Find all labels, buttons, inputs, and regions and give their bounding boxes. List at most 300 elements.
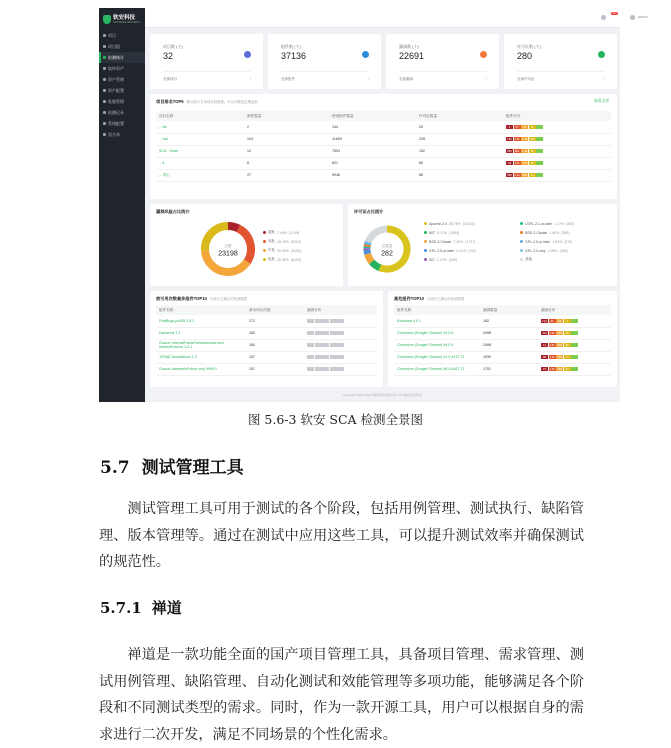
table-row	[394, 351, 611, 363]
legend-swatch	[263, 240, 266, 243]
stat-value: 37136	[281, 51, 306, 61]
legend-swatch	[424, 240, 427, 243]
severity-tag: 7	[564, 319, 571, 324]
dist-cell	[304, 339, 377, 351]
severity-tag: 1.1k	[514, 173, 521, 178]
dist-cell	[304, 351, 377, 363]
chevron-right-icon[interactable]: ›	[486, 77, 487, 81]
component-version: 1.3	[192, 355, 197, 359]
legend-percent: 55.78%	[449, 222, 461, 226]
cell: 1930	[480, 351, 538, 363]
severity-tag: 686	[556, 355, 563, 360]
legend-percent: 7.22%	[453, 240, 463, 244]
project-name[interactable]: …ttd	[156, 121, 244, 133]
severity-tag: 550	[556, 367, 563, 372]
sidebar-item[interactable]	[99, 85, 145, 96]
donut-center-value: 23198	[218, 250, 238, 257]
brand-sub: SOFTSAFE SECURITY	[113, 21, 141, 24]
stat-card	[386, 34, 499, 89]
severity-tag	[307, 331, 314, 336]
user-avatar[interactable]	[630, 15, 635, 20]
legend-swatch	[424, 222, 427, 225]
nav-icon	[103, 122, 106, 125]
stat-link[interactable]: 全部项目	[163, 77, 177, 82]
component-label: Ecshuma	[397, 319, 413, 323]
legend-count: (282)	[566, 222, 574, 226]
component-version: 91.0.4472.79	[443, 355, 464, 359]
license-icon	[598, 51, 605, 58]
legend-item[interactable]	[424, 228, 476, 237]
column-header[interactable]: 组件名称	[156, 305, 246, 315]
dist-cell	[304, 327, 377, 339]
severity-tag: 98	[541, 355, 548, 360]
severity-tag: 97	[541, 367, 548, 372]
column-header[interactable]: 项目名称	[156, 111, 244, 121]
severity-tag	[571, 319, 578, 324]
severity-tag	[337, 355, 344, 360]
legend-swatch	[424, 258, 427, 261]
component-name[interactable]	[156, 351, 246, 363]
dist-cell	[538, 339, 611, 351]
stat-label: 项目数 (个)	[163, 44, 183, 50]
legend-item[interactable]	[424, 246, 476, 255]
sidebar-item-label: 项目组	[108, 44, 120, 50]
sidebar-item[interactable]	[99, 74, 145, 85]
legend-count: (6219)	[291, 240, 301, 244]
footer: Copyright 2020-2024 青藤网络 版权所有 ICP 备案 软安科技	[145, 393, 620, 397]
cell: 86	[416, 157, 503, 169]
cell: 25	[416, 121, 503, 133]
legend-count: (751)	[468, 249, 476, 253]
sidebar-item[interactable]	[99, 107, 145, 118]
severity-tag	[330, 319, 337, 324]
severity-tag: 41	[529, 173, 536, 178]
legend-name: LGPL-2.1-or-later	[525, 222, 552, 226]
donut-center-label: 总数	[225, 243, 232, 248]
table-row	[156, 327, 377, 339]
severity-tag: 33	[521, 125, 528, 130]
topbar	[145, 8, 620, 28]
severity-tag	[322, 319, 329, 324]
legend-count: (1737)	[465, 240, 475, 244]
project-name[interactable]: …青山	[156, 169, 244, 181]
stat-label: 漏洞数 (个)	[399, 44, 419, 50]
column-header[interactable]: 使用组件数量	[329, 111, 416, 121]
risk-components-card	[388, 291, 617, 387]
license-chart-card	[348, 204, 617, 286]
legend-column	[263, 228, 301, 264]
legend-percent: 8.12%	[437, 231, 447, 235]
legend-swatch	[520, 231, 523, 234]
severity-tag: 27	[514, 125, 521, 130]
legend-item[interactable]	[520, 255, 574, 264]
component-name[interactable]	[394, 327, 480, 339]
donut-slice[interactable]	[380, 229, 407, 269]
severity-tag	[337, 331, 344, 336]
component-name[interactable]	[156, 315, 246, 327]
cell: 9946	[329, 169, 416, 181]
donut-slice[interactable]	[228, 226, 238, 229]
table-row	[156, 145, 611, 157]
legend-percent: 1.17%	[554, 222, 564, 226]
stat-value: 32	[163, 51, 173, 61]
legend-percent: 26.36%	[277, 258, 289, 262]
legend-swatch	[424, 231, 427, 234]
donut-center-value: 282	[381, 250, 393, 257]
table-row	[156, 133, 611, 145]
severity-tag	[571, 367, 578, 372]
donut-slice[interactable]	[372, 262, 380, 268]
sca-screenshot	[99, 8, 620, 402]
legend-swatch	[520, 240, 523, 243]
figure-caption: 图 5.6-3 软安 SCA 检测全景图	[0, 410, 671, 428]
risk-chart-title: 漏洞风险占比统计	[156, 209, 190, 215]
folder-icon	[244, 51, 251, 58]
table-row	[156, 351, 377, 363]
legend-name: 低危	[268, 257, 275, 262]
score-cell	[503, 157, 611, 169]
shield-logo-icon	[103, 15, 111, 24]
severity-tag: 791	[506, 137, 513, 142]
risk-donut-chart	[198, 219, 258, 279]
nav-icon	[103, 133, 106, 136]
table-row	[394, 315, 611, 327]
stat-label: 许可证数 (个)	[517, 44, 541, 50]
component-version: 4.0.1	[413, 319, 421, 323]
component-version: 9999.0	[206, 367, 217, 371]
cell: 2	[244, 121, 329, 133]
severity-tag: 124	[541, 319, 548, 324]
legend-count: (260)	[560, 249, 568, 253]
severity-tag	[330, 367, 337, 372]
sidebar-item-label: 系统配置	[108, 121, 124, 127]
component-label: Chromium (Google Chrome)	[397, 355, 443, 359]
severity-tag	[337, 367, 344, 372]
severity-tag: 31	[549, 319, 556, 324]
sidebar-item[interactable]	[99, 96, 145, 107]
divider	[517, 71, 605, 72]
column-header[interactable]: 被本项目次数	[246, 305, 304, 315]
legend-item[interactable]	[263, 237, 301, 246]
cell: 12	[244, 145, 329, 157]
severity-tag	[571, 331, 578, 336]
score-cell	[503, 145, 611, 157]
nav-icon	[103, 100, 106, 103]
severity-tag: 96	[564, 331, 571, 336]
sidebar-nav	[99, 30, 145, 140]
score-cell	[503, 121, 611, 133]
column-header[interactable]: 源件数量	[244, 111, 329, 121]
cell: 152	[416, 145, 503, 157]
cell: 160	[246, 339, 304, 351]
severity-tag: 1.1k	[521, 149, 528, 154]
severity-tag: 881	[514, 149, 521, 154]
divider	[281, 71, 369, 72]
notification-badge: new	[611, 12, 618, 15]
legend-column	[520, 219, 574, 264]
severity-tag: 112	[541, 331, 548, 336]
legend-item[interactable]	[263, 228, 301, 237]
column-header[interactable]: 漏洞分布	[304, 305, 377, 315]
sidebar-item[interactable]	[99, 129, 145, 140]
severity-tag	[536, 137, 543, 142]
cell: 2498	[480, 327, 538, 339]
severity-tag: 1.1k	[549, 355, 556, 360]
component-label: Chromium (Google Chrome)	[397, 331, 443, 335]
column-header[interactable]: 组件评分	[503, 111, 611, 121]
legend-item[interactable]	[520, 219, 574, 228]
severity-tag	[571, 355, 578, 360]
cell: 157	[246, 363, 304, 375]
cell: 11659	[329, 133, 416, 145]
sidebar-item-label: 检测记录	[108, 110, 124, 116]
severity-tag	[337, 319, 344, 324]
stat-card	[268, 34, 381, 89]
stat-link[interactable]: 全部许可证	[517, 77, 535, 82]
severity-tag: 944	[529, 137, 536, 142]
sidebar-item[interactable]	[99, 41, 145, 52]
severity-tag: 1.3k	[549, 343, 556, 348]
donut-center-label: 总数量	[382, 243, 393, 248]
severity-tag: 44	[506, 161, 513, 166]
component-version: 1.0.1	[184, 345, 192, 349]
sidebar-item-label: 项目	[108, 33, 116, 39]
legend-swatch	[424, 249, 427, 252]
user-name[interactable]: admin	[638, 15, 648, 19]
sidebar-item-label: 软件资产	[108, 66, 124, 72]
legend-item[interactable]	[520, 246, 574, 255]
donut-slice[interactable]	[238, 229, 251, 262]
table-row	[394, 327, 611, 339]
severity-tag	[536, 173, 543, 178]
component-version: 88.0.4467.72	[443, 367, 464, 371]
severity-tag	[315, 331, 322, 336]
severity-tag: 178	[521, 161, 528, 166]
legend-name: 其他	[525, 257, 532, 262]
legend-name: 超危	[268, 230, 275, 235]
donut-slice[interactable]	[367, 250, 368, 254]
legend-swatch	[520, 249, 523, 252]
chevron-right-icon[interactable]: ›	[368, 77, 369, 81]
component-version: 3.0.2	[186, 319, 194, 323]
top-components-table	[156, 305, 377, 376]
severity-tag: 4	[506, 125, 513, 130]
sidebar	[99, 8, 145, 402]
table-row	[156, 121, 611, 133]
severity-tag	[315, 367, 322, 372]
legend-name: BSD-2-Clause	[525, 231, 547, 235]
sidebar-item[interactable]	[99, 52, 145, 63]
severity-tag: 28	[556, 319, 563, 324]
legend-item[interactable]	[263, 246, 301, 255]
view-all-link[interactable]: 查看全部	[594, 99, 609, 104]
dist-cell	[538, 315, 611, 327]
nav-icon	[103, 89, 106, 92]
severity-tag: 966	[521, 173, 528, 178]
top-projects-table	[156, 111, 611, 182]
legend-item[interactable]	[263, 255, 301, 264]
notification-icon[interactable]	[601, 15, 606, 20]
component-name[interactable]	[156, 363, 246, 375]
sidebar-item-label: 资产管理	[108, 77, 124, 83]
column-header[interactable]: 漏洞数量	[480, 305, 538, 315]
legend-percent: 1.60%	[549, 231, 559, 235]
legend-count: (330)	[449, 258, 457, 262]
sidebar-item[interactable]	[99, 30, 145, 41]
severity-tag: 1.0k	[549, 367, 556, 372]
divider	[163, 71, 251, 72]
severity-tag	[315, 319, 322, 324]
sidebar-item-label: 检测统计	[108, 55, 124, 61]
donut-slice[interactable]	[368, 254, 372, 262]
column-header[interactable]: 组件名称	[394, 305, 480, 315]
cell: 821	[329, 157, 416, 169]
legend-percent: 3.12%	[456, 249, 466, 253]
sidebar-item-label: 黑名单	[108, 132, 120, 138]
severity-tag	[322, 367, 329, 372]
legend-item[interactable]	[424, 237, 476, 246]
severity-tag	[536, 149, 543, 154]
cell: 182	[480, 315, 538, 327]
severity-tag	[315, 355, 322, 360]
license-donut-chart	[361, 223, 413, 275]
component-name[interactable]	[156, 327, 246, 339]
component-name[interactable]	[394, 351, 480, 363]
stat-value: 280	[517, 51, 532, 61]
component-label: Guava: InternalFutureFailureAccess and InternalFutures	[159, 341, 224, 349]
cell: 27	[244, 169, 329, 181]
table-row	[394, 363, 611, 375]
sidebar-item[interactable]	[99, 118, 145, 129]
top-components-card	[150, 291, 383, 387]
cell: 1701	[480, 363, 538, 375]
severity-tag: 992	[556, 331, 563, 336]
stat-label: 组件数 (个)	[281, 44, 301, 50]
legend-count: (385)	[561, 231, 569, 235]
legend-item[interactable]	[520, 228, 574, 237]
cell: 157	[246, 351, 304, 363]
severity-tag	[330, 343, 337, 348]
severity-tag	[337, 343, 344, 348]
component-name[interactable]	[394, 363, 480, 375]
nav-icon	[103, 45, 106, 48]
severity-tag: 77	[564, 355, 571, 360]
component-name[interactable]	[394, 315, 480, 327]
legend-swatch	[263, 258, 266, 261]
component-version: 94.0.4	[443, 343, 453, 347]
top-components-title: 被引用次数最多组件TOP10 仅统计已确认的检测数据	[156, 296, 247, 302]
severity-tag: 1.6k	[521, 137, 528, 142]
divider	[399, 71, 487, 72]
severity-tag	[315, 343, 322, 348]
risk-chart-card	[150, 204, 343, 286]
legend-percent: 39.39%	[277, 249, 289, 253]
legend-percent: 1.08%	[548, 249, 558, 253]
severity-tag	[307, 355, 314, 360]
severity-tag: 96	[564, 343, 571, 348]
risk-components-title: 高危组件TOP10 仅统计已确认的检测数据	[394, 296, 464, 302]
severity-tag	[307, 319, 314, 324]
sidebar-item-label: 私服管理	[108, 99, 124, 105]
severity-tag	[307, 367, 314, 372]
table-row	[156, 169, 611, 181]
severity-tag	[307, 343, 314, 348]
severity-tag	[330, 355, 337, 360]
legend-count: (1749)	[289, 231, 299, 235]
component-name[interactable]	[156, 339, 246, 351]
legend-name: MIT	[429, 231, 435, 235]
cell: 86	[416, 169, 503, 181]
legend-count: (1954)	[449, 231, 459, 235]
chevron-right-icon[interactable]: ›	[604, 77, 605, 81]
legend-name: GPL-2.0-or-later	[525, 240, 550, 244]
legend-name: 中危	[268, 248, 275, 253]
severity-tag: 12	[529, 125, 536, 130]
chevron-right-icon[interactable]: ›	[250, 77, 251, 81]
table-row	[394, 339, 611, 351]
legend-item[interactable]	[424, 219, 476, 228]
section-heading: 5.7 测试管理工具	[100, 453, 244, 478]
cell: 228	[416, 133, 503, 145]
score-cell	[503, 169, 611, 181]
nav-icon	[103, 111, 106, 114]
severity-tag	[571, 343, 578, 348]
brand	[99, 8, 145, 30]
severity-tag: 60	[529, 149, 536, 154]
donut-slice[interactable]	[368, 229, 387, 242]
score-cell	[503, 133, 611, 145]
legend-swatch	[520, 258, 523, 261]
severity-tag: 1.3k	[549, 331, 556, 336]
project-name[interactable]: SCA…Scan	[156, 145, 244, 157]
cell: 104	[244, 133, 329, 145]
table-row	[156, 363, 377, 375]
severity-tag: 1.5k	[514, 137, 521, 142]
legend-percent: 1.37%	[437, 258, 447, 262]
column-header[interactable]: 漏洞分布	[538, 305, 611, 315]
sidebar-item[interactable]	[99, 63, 145, 74]
dist-cell	[538, 363, 611, 375]
stat-value: 22691	[399, 51, 424, 61]
column-header[interactable]: 许可证数量	[416, 111, 503, 121]
stat-link[interactable]: 全部组件	[281, 77, 295, 82]
nav-icon	[103, 34, 106, 37]
paragraph-2: 禅道是一款功能全面的国产项目管理工具，具备项目管理、需求管理、测试用例管理、缺陷管理、自动化测试和效能管理等多项功能，能够满足各个阶段和不同测试类型的需求。同时，作为一款开源工具，用户可以根据自身的需求进行二次开发，满足不同场景的个性化需求。	[99, 642, 584, 748]
severity-tag	[322, 343, 329, 348]
project-name[interactable]: …lt	[156, 157, 244, 169]
severity-tag: 69	[529, 161, 536, 166]
severity-tag	[536, 125, 543, 130]
component-label: Chromium (Google Chrome)	[397, 343, 443, 347]
legend-name: GPL-2.0-or-later	[429, 249, 454, 253]
cell: 172	[246, 315, 304, 327]
stat-link[interactable]: 全部漏洞	[399, 77, 413, 82]
cell: 160	[246, 327, 304, 339]
component-version: 94.0.5	[443, 331, 453, 335]
project-name[interactable]: …hat	[156, 133, 244, 145]
table-row	[156, 339, 377, 351]
cell: 6	[244, 157, 329, 169]
stat-card	[504, 34, 617, 89]
legend-count: (6100)	[291, 258, 301, 262]
legend-item[interactable]	[520, 237, 574, 246]
legend-percent: 26.76%	[277, 240, 289, 244]
component-name[interactable]	[394, 339, 480, 351]
top-projects-card	[150, 94, 617, 199]
legend-item[interactable]	[424, 255, 476, 264]
severity-tag: 992	[556, 343, 563, 348]
paragraph-1: 测试管理工具可用于测试的各个阶段，包括用例管理、测试执行、缺陷管理、版本管理等。通过在测试中应用这些工具，可以提升测试效率并确保测试的规范性。	[99, 496, 584, 576]
